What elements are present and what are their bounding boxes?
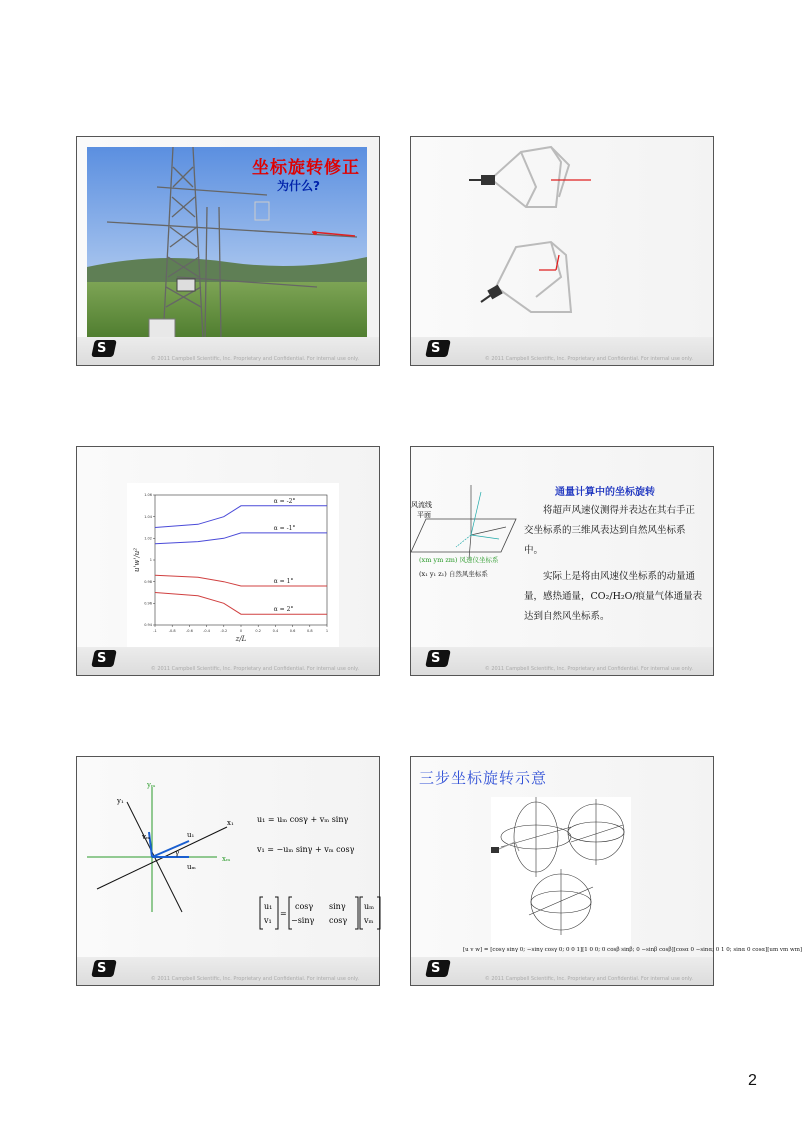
label-vm: vₘ bbox=[142, 833, 151, 841]
slide-4 bbox=[410, 446, 714, 676]
rotation-diagram bbox=[77, 757, 379, 957]
campbell-logo: S bbox=[91, 960, 117, 977]
axis-ym: yₘ bbox=[147, 781, 156, 789]
slide-title: 三步坐标旋转示意 bbox=[419, 769, 548, 787]
series-label: α = 2° bbox=[273, 606, 294, 614]
campbell-logo: S bbox=[425, 340, 451, 357]
y-tick-label: 1 bbox=[149, 558, 152, 563]
slide-subtitle: 为什么? bbox=[277, 179, 320, 193]
x-tick-label: -0.6 bbox=[185, 629, 193, 633]
matrix-lhs-u1: u₁ bbox=[264, 902, 273, 911]
paragraph-2: 实际上是将由风速仪坐标系的动量通量，感热通量，CO₂/H₂O/痕量气体通量表达到自然风坐标系。 bbox=[524, 571, 703, 622]
flux-ratio-chart bbox=[77, 447, 379, 647]
equation-2: v₁ = −uₘ sinγ + vₘ cosγ bbox=[257, 845, 355, 854]
label-um: uₘ bbox=[187, 863, 196, 871]
series-label: α = -2° bbox=[273, 497, 296, 505]
slide-5 bbox=[76, 756, 380, 986]
x-tick-label: 0.6 bbox=[289, 629, 296, 633]
legend-anemometer: (xm ym zm) 风速仪坐标系 bbox=[419, 556, 499, 564]
x-tick-label: 0.8 bbox=[307, 629, 313, 633]
series-label: α = -1° bbox=[273, 524, 296, 532]
x-axis-label: z/L bbox=[235, 635, 247, 643]
slide-6 bbox=[410, 756, 802, 986]
footer-text: © 2011 Campbell Scientific, Inc. Proprietary and Confidential. For internal use only. bbox=[484, 976, 693, 982]
paragraph-1: 将超声风速仪测得并表达在其右手正交坐标系的三维风表达到自然风坐标系中。 bbox=[524, 505, 696, 556]
matrix-rhs-um: uₘ bbox=[364, 902, 375, 911]
slide-1 bbox=[76, 136, 380, 366]
plane-label-2: 平面 bbox=[417, 511, 431, 519]
series-label: α = 1° bbox=[273, 578, 294, 585]
matrix-equation: [u v w] = [cosγ sinγ 0; −sinγ cosγ 0; 0 0 1][1 0 0; 0 cosβ sinβ; 0 −sinβ cosβ][cosα 0 −sinα; 0 1 0; sinα 0 cosα][um vm wm] bbox=[463, 947, 802, 953]
y-tick-label: 1.02 bbox=[144, 536, 152, 541]
footer-text: © 2011 Campbell Scientific, Inc. Proprietary and Confidential. For internal use only. bbox=[484, 356, 693, 362]
footer-text: © 2011 Campbell Scientific, Inc. Proprietary and Confidential. For internal use only. bbox=[150, 976, 359, 982]
x-tick-label: -0.4 bbox=[203, 629, 211, 633]
plane-label: 风流线 bbox=[411, 501, 432, 509]
y-axis-label: u'w'/u² bbox=[133, 547, 141, 573]
y-tick-label: 0.98 bbox=[144, 579, 152, 584]
axis-y1: y₁ bbox=[117, 797, 124, 805]
matrix-lhs-v1: v₁ bbox=[264, 916, 272, 925]
campbell-logo: S bbox=[91, 650, 117, 667]
slide-3 bbox=[76, 446, 380, 676]
label-u1: u₁ bbox=[187, 831, 195, 839]
matrix-rhs-vm: vₘ bbox=[364, 916, 374, 925]
slide-2 bbox=[410, 136, 714, 366]
label-gamma: γ bbox=[175, 849, 180, 857]
axis-x1: x₁ bbox=[227, 819, 234, 827]
x-tick-label: -0.2 bbox=[220, 629, 228, 633]
campbell-logo: S bbox=[425, 650, 451, 667]
x-tick-label: 1 bbox=[325, 629, 329, 633]
matrix-rot-c: −sinγ bbox=[291, 916, 315, 925]
page-number: 2 bbox=[748, 1072, 757, 1089]
campbell-logo: S bbox=[425, 960, 451, 977]
svg-text:=: = bbox=[280, 909, 287, 918]
matrix-rot-d: cosγ bbox=[329, 916, 348, 925]
footer-text: © 2011 Campbell Scientific, Inc. Proprietary and Confidential. For internal use only. bbox=[150, 356, 359, 362]
x-tick-label: -0.8 bbox=[168, 629, 176, 633]
x-tick-label: 0.2 bbox=[255, 629, 261, 633]
campbell-logo: S bbox=[91, 340, 117, 357]
y-tick-label: 1.04 bbox=[144, 514, 152, 519]
y-tick-label: 1.06 bbox=[144, 493, 152, 498]
coordinate-diagram bbox=[411, 477, 521, 607]
anemometer-diagram bbox=[411, 137, 713, 337]
legend-natural: (x₁ y₁ z₁) 自然风坐标系 bbox=[419, 570, 488, 578]
tower-photo bbox=[87, 147, 367, 340]
y-tick-label: 0.96 bbox=[144, 601, 152, 606]
equation-1: u₁ = uₘ cosγ + vₘ sinγ bbox=[257, 815, 349, 824]
x-tick-label: 0.4 bbox=[272, 629, 279, 633]
matrix-rot-b: sinγ bbox=[329, 902, 346, 911]
x-tick-label: -1 bbox=[153, 629, 157, 633]
footer-text: © 2011 Campbell Scientific, Inc. Proprietary and Confidential. For internal use only. bbox=[150, 666, 359, 672]
axis-xm: xₘ bbox=[222, 855, 231, 863]
slide-title: 坐标旋转修正 bbox=[252, 158, 360, 178]
y-tick-label: 0.94 bbox=[144, 623, 152, 628]
slide-heading: 通量计算中的坐标旋转 bbox=[555, 487, 655, 498]
x-tick-label: 0 bbox=[239, 629, 243, 633]
matrix-rot-a: cosγ bbox=[295, 902, 314, 911]
footer-text: © 2011 Campbell Scientific, Inc. Proprietary and Confidential. For internal use only. bbox=[484, 666, 693, 672]
